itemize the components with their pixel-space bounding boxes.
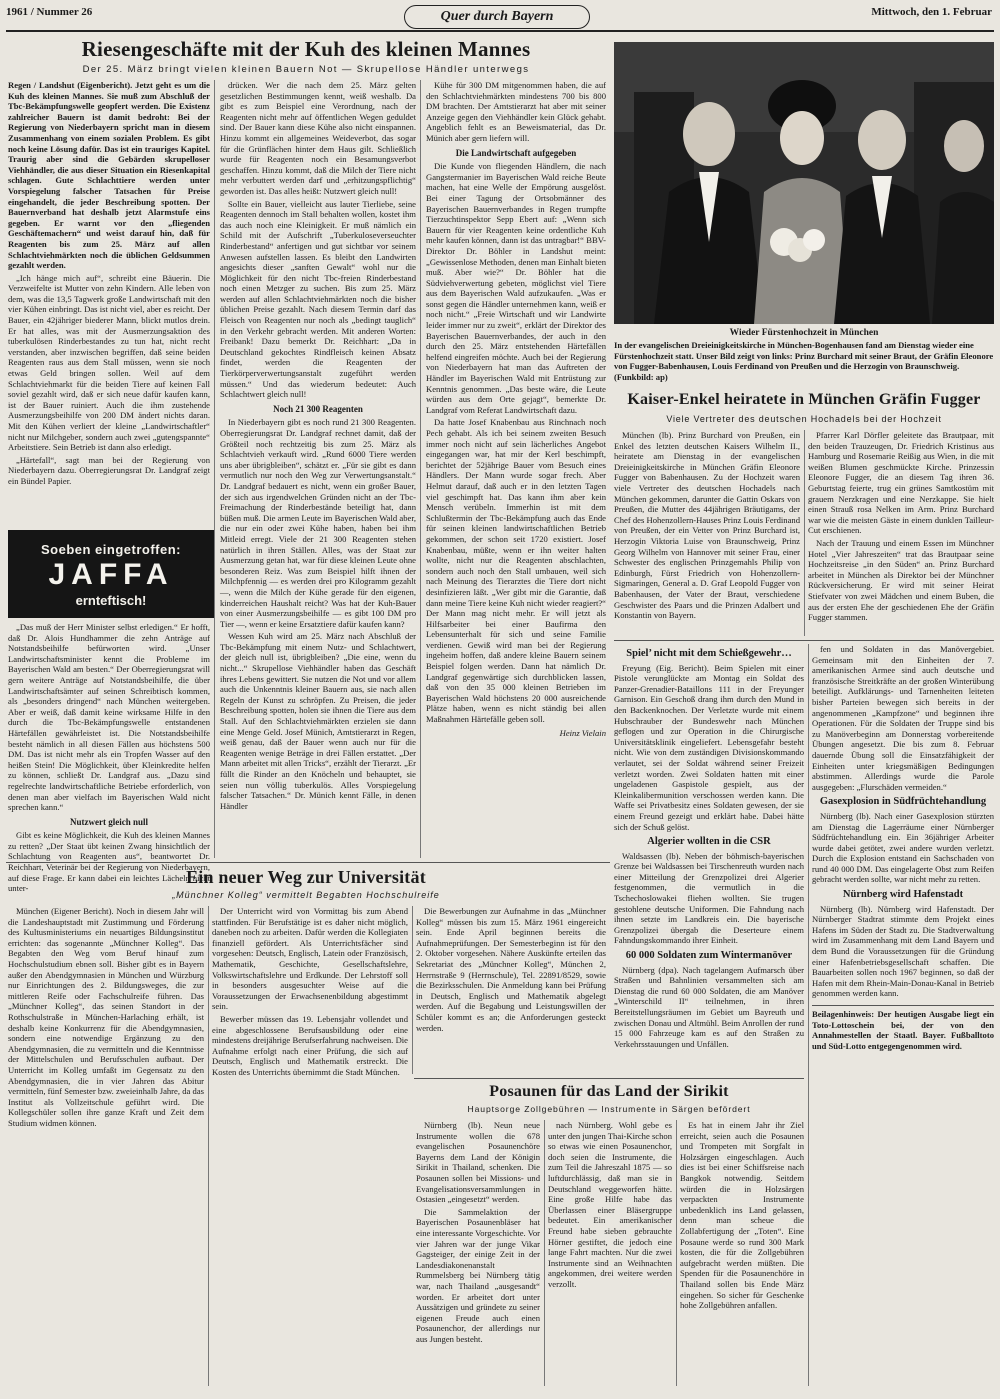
kuh-paragraph: Kühe für 300 DM mitgenommen haben, die auf den Schlachtviehmärkten mindestens 700 bis 800 DM brachten. Der Amtstierarzt hat aber mit seiner Anzeige gegen den Viehhändler kein Glück gehabt. Angeblich fehlt es an Beweismaterial, das Dr. Münich aber gern liefern will. xyxy=(426,80,606,143)
news-paragraph: Nürnberg (dpa). Nach tagelangem Aufmarsch über Straßen und Bahnlinien versammelten sich am Dienstag die rund 60 000 Soldaten, die am Manöver „Winterschild II“ teilnehmen, in ihren Bereitstellungsräumen im Gebiet um Bayreuth und zwischen Donau und Altmühl. Beim Anrollen der rund 15 000 Fahrzeuge kam es auf den Straßen zu Verkehrsstauungen und Unfällen. xyxy=(614,964,804,1049)
wedding-photo-image xyxy=(614,42,994,324)
column-divider xyxy=(420,80,421,858)
subhead-hafen: Nürnberg wird Hafenstadt xyxy=(842,889,964,901)
subhead-csr: Algerier wollten in die CSR xyxy=(647,836,771,848)
news-paragraph: fen und Soldaten in das Manövergebiet. Gemeinsam mit den Einheiten der 7. amerikanischen Armee sind auch deutsche und französische Streitkräfte an der großen Winterübung beteiligt. Aufklärungs- und Tarnenheiten leiteten bisher Parteien bewegen sich bereits in der angenommenen „Kampfzone“ und beginnen ihre Operationen. Für die Soldaten der Truppe sind bis zu Manöverbeginn am Donnerstag vorbereitende Übungen angesetzt. Die bis zum 8. Februar dauernde Übung soll die Einsatzfähigkeit der Einheiten unter kriegsmäßigen Bedingungen abstimmen. Allerdings wurde die Parole ausgegeben: „Flurschäden vermeiden.“ xyxy=(812,644,994,792)
sirikit-column-1 xyxy=(416,1120,540,1386)
column-divider xyxy=(412,906,413,1074)
fugger-headline: Kaiser-Enkel heiratete in München Gräfin Fugger xyxy=(627,391,981,408)
kuh-subline: Der 25. März bringt vielen kleinen Bauern Not — Skrupellose Händler unterwegs xyxy=(82,64,530,75)
sirikit-headline: Posaunen für das Land der Sirikit xyxy=(489,1083,729,1100)
subhead-nutzwert: Nutzwert gleich null xyxy=(70,816,148,827)
kuh-column-1b xyxy=(8,622,210,894)
uni-paragraph: Die Bewerbungen zur Aufnahme in das „Münchner Kolleg“ müssen bis zum 15. März 1961 eingereicht sein. Ende April beginnen bereits die Aufnahmeprüfungen. Der Semesterbeginn ist für den 2. Oktober vorgesehen. Nähere Auskünfte erteilen das Sekretariat des „Münchner Kolleg“, München 2, Herrnstraße 9 (Herrnschule), Tel. 22891/8529, sowie die Bezirksschulen. Die Anmeldung kann bei Prüfung in Deutsch, Englisch und Mathematik abgelegt werden. Auf die Begabung und Leistungswillen der Schüler kommt es an; die Anforderungen gesteckt werden. xyxy=(416,906,606,1033)
kuh-lead xyxy=(8,80,210,271)
ad-line-1: Soeben eingetroffen: xyxy=(40,542,181,557)
fugger-paragraph: Pfarrer Karl Dörfler geleitete das Brautpaar, mit den beiden Trauzeugen, Dr. Friedrich Kristinus aus Hamburg und Rosemarie Reißig aus Wien, in die mit weißen Blumen geschmückte Kirche. Prinzessin Eleonore Fugger, die an diesem Tag ihren 36. Geburtstag feierte, trug ein grünes Samtkostüm mit grauem Nerzkragen und eine Nerzkappe. Sie hielt einen Strauß rosa Nelken im Arm. Prinz Burchard war wie die meisten Gäste in einem dunklen Tailleur-Cut erschienen. xyxy=(808,430,994,536)
fugger-column-1 xyxy=(614,430,800,636)
column-divider xyxy=(808,644,809,1386)
kuh-paragraph: In Niederbayern gibt es noch rund 21 300 Reagenten. Oberregierungsrat Dr. Landgraf rechnet damit, daß der Größteil noch rechtzeitig bis zum 25. März als Schlachtvieh verkauft wird. „Rund 6000 Tiere werden uns aber übrigbleiben“, schätzt er. „Für sie gibt es dann vermutlich nur noch den Weg zur Verwertungsanstalt.“ Dr. Landgraf bedauert es nicht, wenn ein großer Bauer, der sich aus irgendwelchen Gründen nicht an der Tbc-Freimachung der Rinderbestände beteiligt hat, dann büßen muß. Die armen Leute im Bayerischen Wald aber, die nur ein oder zwei Kühe haben, haben bei ihm Mitleid erregt. Viele der 21 300 Reagenten stehen natürlich in ihren Ställen. Alles, was der Staat zur Ausmerzung getan hat, war für diese kleinen Leute ohne besonderen Reiz. Was zum Beispiel hilft ihnen der Milchpfennig — es werden drei pro Kilogramm gezahlt —, wenn die Milch der Kühe gerade für den eigenen, kinderreichen Haushalt reicht? Was hat der Kuh-Bauer von einer Ausmerzungsbeihilfe — es gibt 100 DM pro Tier —, wenn er keine Ersatztiere dafür kaufen kann? xyxy=(220,417,416,629)
sirikit-subline: Hauptsorge Zollgebühren — Instrumente in Särgen befördert xyxy=(467,1104,751,1114)
kuh-paragraph: drücken. Wer die nach dem 25. März gelten gesetzlichen Bestimmungen kennt, weiß weshalb. Da gibt es zum Beispiel eine Verordnung, nach der Reagenten nicht mehr auf öffentlichen Wegen geduldet sind. Der Bauer kann diese Kühe also nicht einspannen. Hinzu kommt ein allgemeines Weideverbot, das sogar für die Grünflächen hinter dem Haus gilt. Schließlich wurde für Reagenten noch ein Besamungsverbot geschaffen. Hinzu kommt, daß die Milch der Tiere nicht mehr verbuttert werden darf und „erhitzungspflichtig“ geworden ist. Das alles heißt: Nutzwert gleich null! xyxy=(220,80,416,196)
subhead-21300: Noch 21 300 Reagenten xyxy=(273,403,363,414)
uni-paragraph: München (Eigener Bericht). Noch in diesem Jahr will die Landeshauptstadt mit Zustimmung und Förderung des Kultusministeriums ein neuartiges Bildungsinstitut errichten: das sogenannte „Münchner Kolleg“. Das Begabten den Weg vom Beruf hinauf zum Hochschulstudium ebnen soll. Bisher gibt es in Bayern außer den Abendgymnasien in München und Würzburg nur Einrichtungen des 2. Bildungsweges, die zur mittleren Reife oder Fachschulreife führen. Das „Münchner Kolleg“, das seinen Standort in der Rothschulstraße in München-Harlaching erhält, ist deshalb keine Konkurrenz für die Abendgymnasien, sondern eine notwendige Ergänzung zu den Abendgymnasien, die zu vermitteln und die Kenntnisse der Mittelschulen und Berufsschulen aufbaut. Der Unterricht im Kolleg umfaßt im Gegensatz zu den Abendgymnasien, die in vier Jahren das Abitur vermitteln, fünf Semester bzw. zweieinhalb Jahre, da das Institut als Vollzeitschule geführt wird. Die Kollegschüler sollen ihre ganze Kraft und Zeit dem Studium widmen können. xyxy=(8,906,204,1128)
ad-brand: JAFFA xyxy=(48,558,174,591)
fugger-subline: Viele Vertreter des deutschen Hochadels bei der Hochzeit xyxy=(666,414,942,424)
sirikit-paragraph: nach Nürnberg. Wohl gebe es unter den jungen Thai-Kirche schon so etwas wie einen Posaunenchor, doch seien die Instrumente, die zum Teil die Jahreszahl 1875 — so luftdurchlässig, daß man sie in Deutschland weggeworfen hätte. Eine große Hilfe habe das Überlassen einer Bläsergruppe bedeutet. Ein amerikanischer Freund habe sieben gebrauchte Hörner gestiftet, die jedoch eine lange Fahrt machten. Nur die zwei Instrumente sind an Weihnachten angekommen, drei weitere werden verzollt. xyxy=(548,1120,672,1289)
masthead xyxy=(0,0,1000,34)
kuh-paragraph: Sollte ein Bauer, vielleicht aus lauter Tierliebe, seine Reagenten dennoch im Stall behalten wollen, kostet ihm das auch noch eine Kleinigkeit. Er muß nämlich ein Schild mit der Aufschrift „Tuberkuloseverseuchter Rinderbestand“ anfertigen und gut sichtbar vor seinem Anwesen aufstellen lassen. Es bleibt den Landwirten angesichts dieser „sanften Gewalt“ wohl nur die Möglichkeit für den nicht Tbc-freien Rinderbestand noch einen Metzger zu suchen. Bis zum 25. März werden auf allen Schlachtviehmärkten noch die bisher üblichen Preise gezahlt. Nach diesem Termin darf das Fleisch von Reagenten nur noch als „bedingt tauglich“ in den Verkehr gebracht werden. Mit anderen Worten: Freibank! Dazu bemerkt Dr. Reichhart: „Da in Deutschland gekochtes Rindfleisch keinen Absatz findet, werden die Reagenten der Tierkörperverwertungsanstalt zugeführt werden müssen.“ Und das wiederum bedeutet: Auch Schlachtwert gleich null! xyxy=(220,198,416,400)
kuh-paragraph: „Ich hänge mich auf“, schreibt eine Bäuerin. Die Verzweifelte ist Mutter von zehn Kindern. Alle leben von dem, was die 13,5 Tagwerk große Landwirtschaft mit den vier Kühen einbringt. Das ist nicht viel, aber es reicht. Der Bauer, ein 42jähriger biederer Mann, blickt mutlos drein. Er hat alles, was mit der Ausmerzungsaktion des tuberkulösen Rinderbestandes zu tun hat, nicht recht verstanden, aber inzwischen begriffen, daß seine beiden Reagenten raus aus dem Stall müssen, wenn sie noch etwas Geld bringen sollen. Weil auf dem Schlachtviehmarkt für die beiden Tiere auf keinen Fall soviel gezahlt wird, daß er sich neue dafür kaufen kann, ist der Bauer ruiniert. Auch die ihm zustehende Ausmerzungsbeihilfe von 200 DM ändert nichts daran. Mit den Kühen verliert der kleine „Landwirtschaftler“ nicht nur Milchgeber, sondern auch zwei „gutengspannte“ Arbeitstiere. Sein Betrieb ist dann also erledigt. xyxy=(8,272,210,453)
uni-subline: „Münchner Kolleg“ vermittelt Begabten Hochschulreife xyxy=(172,890,440,900)
caption-body: In der evangelischen Dreieinigkeitskirche in München-Bogenhausen fand am Dienstag wieder eine Fürstenhochzeit statt. Unser Bild zeigt von links: Prinz Burchard mit seiner Braut, der Gräfin Eleonore von Fugger-Babenhausen, Louis Ferdinand von Preußen und die Herzogin von Braunschweig. xyxy=(614,340,994,372)
fugger-paragraph: Nach der Trauung und einem Essen im Münchner Hotel „Vier Jahreszeiten“ trat das Brautpaar seine Hochzeitsreise „in den Süden“ an. Prinz Burchard arbeitet in München als Direktor bei der Münchner Rückversicherung. Er wird mit seiner Heirat Stiefvater von zwei Mädchen und einem Buben, die aus der ersten Ehe der geschiedenen Ehe der Gräfin Fugger stammen. xyxy=(808,537,994,623)
beilage-note: Beilagenhinweis: Der heutigen Ausgabe liegt ein Toto-Lottoschein bei, der von den Annahmestellen der Staatl. Bayer. Fußballtoto und Süd-Lotto entgegengenommen wird. xyxy=(812,1005,994,1051)
news-paragraph: Nürnberg (lb). Nach einer Gasexplosion stürzten am Dienstag die Lagerräume einer Nürnberger Südfrüchtehandlung ein. Ein 36jähriger Arbeiter wurde dabei getötet, zwei andere wurden verletzt. Durch die Explosion entstand ein Sachschaden von rund 40 000 DM. Das eingelagerte Obst zum Reifen gebracht werden sollte, war nicht mehr zu retten. xyxy=(812,810,994,885)
column-divider xyxy=(208,906,209,1386)
ad-line-3: ernteftisch! xyxy=(75,593,147,608)
uni-column-3 xyxy=(416,906,606,1074)
news-column-2 xyxy=(812,644,994,1386)
column-divider xyxy=(676,1120,677,1386)
subhead-spiel: Spiel’ nicht mit dem Schießgewehr… xyxy=(626,648,792,659)
caption-title: Wieder Fürstenhochzeit in München xyxy=(729,328,879,338)
uni-column-2 xyxy=(212,906,408,1386)
caption-text xyxy=(614,340,994,382)
kuh-paragraph: „Härtefall“, sagt man bei der Regierung von Niederbayern dazu. Oberregierungsrat Dr. Landgraf zeigt ein Bündel Papier. xyxy=(8,454,210,486)
subhead-winter: 60 000 Soldaten zum Wintermanöver xyxy=(625,950,793,962)
kuh-dateline: Regen / Landshut xyxy=(8,80,75,90)
section-title: Quer durch Bayern xyxy=(404,5,590,29)
news-paragraph: Freyung (Eig. Bericht). Beim Spielen mit einer Pistole verunglückte am Montag ein Soldat des Panzer-Grenadier-Bataillons 111 in der Freyunger Garnison. Ein Geschoß drang ihm durch den Mund in den Backenknochen. Der Verletzte wurde mit einem Hubschrauber der Bundeswehr nach München geflogen und zur Operation in die Chirurgische Universitätsklinik eingeliefert. Lebensgefahr besteht nicht. Wie von dem zuständigen Divisionskommando verlautet, sei der Soldat während seiner Freizeit verletzt worden. Zwei Soldaten hatten mit einer ungeladenen Gaspistole gespielt, aus der Kleinkalibermunition verschossen werden kann. Die Waffe sei Privatbesitz eines Soldaten gewesen, der sie einem Freund gezeigt und erklärt habe. Dabei hätte sich der Schuß gelöst. xyxy=(614,662,804,832)
issue-date: Mittwoch, den 1. Februar xyxy=(871,6,992,18)
kuh-author: Heinz Vielain xyxy=(559,728,606,738)
sirikit-paragraph: Es hat in einem Jahr ihr Ziel erreicht, seien auch die Posaunen und Trompeten mit Sorgfalt in Holzsärgen eingeschlagen. Auch dies ist bei einer Schiffsreise nach Bangkok notwendig. Seitdem würden die in Holzsärgen verpackten Instrumente unbedenklich ins Land gelassen, denn man scheue die Zollabfertigung der „Toten“. Eine Posaune werde so rund 300 Mark kosten, die für die Zollgebühren aufgebracht werden müßten. Die Spenden für die Posaunenchöre in Thailand sollen bis Ende März eingehen. So sicher für Geschenke hohe Zollgebühren anfallen. xyxy=(680,1120,804,1311)
jaffa-advertisement xyxy=(8,530,214,618)
uni-paragraph: Der Unterricht wird von Vormittag bis zum Abend stattfinden. Für Berufstätige ist es daher nicht möglich, daneben noch zu arbeiten. Dafür werden die Kollegiaten finanziell gefördert. Als Unterrichtsfächer sind vorgesehen: Deutsch, Englisch, Latein oder Französisch, Mathematik, Geschichte, Gesellschaftslehre, Volkswirtschaftslehre und Erdkunde. Der Lehrstoff soll in besonders ausgesuchter Weise auf die Voraussetzungen der Erwachsenenbildung abgestimmt sein. xyxy=(212,906,408,1012)
kuh-headline: Riesengeschäfte mit der Kuh des kleinen Mannes xyxy=(81,37,531,61)
kuh-paragraph: „Das muß der Herr Minister selbst erledigen.“ Er hofft, daß Dr. Alois Hundhammer die zehn Anträge auf Notstandsbeihilfe befürworten wird. „Unser Landwirtschaftsminister kennt die Probleme im Bayerischen Wald am besten.“ Der Oberregierungsrat will gern weitere Anträge auf Notstandsbeihilfe, die über Landwirtschaftsämter auf seinen Schreibtisch kommen, als „besonders dringend“ nach München weitergeben. Aber er weiß, daß damit keine wirksame Hilfe in den durch die Tbc-Bekämpfungswelle entstandenen Härtefällen gewährleistet ist. Die Notstandsbeihilfe besteht nämlich in all diesen Fällen aus höchstens 500 DM. Das ist nicht mehr als ein Tropfen Wasser auf den heißen Stein! Die Möglichkeit, über Kleinkredite helfen zu können, schließt Dr. Landgraf aus. „Dazu sind regelrechte landwirtschaftliche Betriebe erforderlich, von denen man aber vielfach im Bayerischen Wald nicht sprechen kann.“ xyxy=(8,622,210,813)
kuh-paragraph: Gibt es keine Möglichkeit, die Kuh des kleinen Mannes zu retten? „Der Staat übt keinen Zwang hinsichtlich der Schlachtung von Reagenten aus“, beantwortet Dr. Reichhart, Veterinär bei der Regierung von Niederbayern, auf diese Frage. Er kann dabei ein leichtes Lächeln nicht unter- xyxy=(8,830,210,894)
kuh-lead-text: (Eigenbericht). Jetzt geht es um die Kuh des kleinen Mannes. Sie muß zum Abschluß der Tbc-Bekämpfungswelle geopfert werden. Die Existenz zahlreicher Bauern ist damit bedroht: Bei der Regierung von Niederbayern spricht man in diesem Zusammenhang von einem sozialen Problem. Es gibt noch keine Lösung dafür. Das ist ein trauriges Kapitel. Traurig aber sind die Gebärden skrupelloser Viehhändler, die aus dieser Situation ein Riesenkapital schlagen. Gute Schlachttiere werden unter Vorspiegelung falscher Tatsachen für Preise eingehandelt, die jeder Beschreibung spotten. Der Bauernverband hat deshalb jetzt Alarmstufe eins gegeben. Er warnt vor den „fliegenden Geschäftemachern“ und weist darauf hin, daß für Reagenten bis zum 25. März auf allen Schlachtviehmärkten noch die üblichen Geldsummen gezahlt werden. xyxy=(8,80,210,271)
column-divider xyxy=(544,1120,545,1386)
column-divider xyxy=(214,80,215,858)
sirikit-paragraph: Die Sammelaktion der Bayerischen Posaunenbläser hat eine interessante Vorgeschichte. Vor vier Jahren war der junge Vikar Gagsteiger, der einige Zeit in der Landesdiakonenanstalt Rummelsberg bei Nürnberg tätig war, nach Thailand „ausgesandt“ worden. Er arbeitet dort unter Aussätzigen und gründete zu seiner eigenen Freude auch einen Posaunenchor, der allerdings nur aus Jungen besteht. xyxy=(416,1206,540,1344)
fugger-paragraph: München (lb). Prinz Burchard von Preußen, ein Enkel des letzten deutschen Kaisers Wilhelm II., heiratete am Dienstag in der evangelischen Dreieinigkeitskirche in München Gräfin Eleonore Fugger von Babenhausen. Zu der Hochzeit waren viele Vertreter des deutschen Hochadels nach München gekommen, darunter die Gattin Oskars von Preußen, die Mutter des 44jährigen Bräutigams, der Chef des Hohenzollern-Hauses Prinz Louis Ferdinand von Preußen, der ein Vetter von Prinz Burchard ist, Herzogin Viktoria Luise von Braunschweig, Prinz Georg Wilhelm von Hannover mit seiner Frau, einer Schwester des englischen Prinzgemahls Philip von Edinburgh, Fürst Friedrich von Hohenzollern-Sigmaringen, General a. D. Graf Leopold Fugger von Babenhausen, der Vater der Braut, verschiedene Geschwister des Paars und die Prinzen Adalbert und Konstantin von Bayern. xyxy=(614,430,800,621)
kuh-column-3 xyxy=(426,80,606,728)
kuh-paragraph: Wessen Kuh wird am 25. März nach Abschluß der Tbc-Bekämpfung mit einem Nutz- und Schlachtwert, der gleich null ist, übrigbleiben? „Die eine, wenn du nicht...“ Skrupellose Viehhändler haben das Geschäft ihres Lebens gewittert. Sie nutzen die Not und vor allem auch die Unkenntnis kleiner Bauern aus, sie nach allen Regeln der Kunst zu schröpfen. Zu Preisen, die jeder Beschreibung spotten, holen sie ihnen die Tiere aus dem Stall. Auf den Schlachtviehmärkten erzielen sie dann eine Menge Geld. Josef Münich, Amtstierarzt in Regen, weiß genau, daß der Bauer wenn auch nur für die Reagenten wenige Beträge in drei Fällen erstattet. „Der Mann arbeitet mit allen Tricks“, erzählt der Tierarzt. „Er füllt die Rinder an den Knöcheln und behauptet, sie seien nun völlig tuberkulös. Alles Vorspiegelung falscher Tatsachen.“ Dr. Münich kennt Fälle, in denen Händler xyxy=(220,631,416,811)
news-paragraph: Nürnberg (lb). Nürnberg wird Hafenstadt. Der Nürnberger Stadtrat stimmte dem Projekt eines Hafens im Süden der Stadt zu. Die Stadtverwaltung wird im Zusammenhang mit dem Land Bayern und dem Bund die Voraussetzungen für die Gründung einer Hafenbetriebsgesellschaft schaffen. Die Bauarbeiten sollen noch 1967 beginnen, so daß der Hafen mit dem Rhein-Main-Donau-Kanal in Betrieb genommen werden kann. xyxy=(812,903,994,999)
subhead-landwirtschaft: Die Landwirtschaft aufgegeben xyxy=(455,147,577,158)
section-rule xyxy=(614,640,994,641)
sirikit-column-2 xyxy=(548,1120,672,1386)
news-column-1 xyxy=(614,644,804,1049)
section-rule xyxy=(6,862,610,863)
kuh-column-1 xyxy=(8,80,210,526)
photo-credit: (Funkbild: ap) xyxy=(614,371,668,382)
subhead-gas: Gasexplosion in Südfrüchtehandlung xyxy=(819,796,987,808)
uni-paragraph: Bewerber müssen das 19. Lebensjahr vollendet und eine abgeschlossene Berufsausbildung oder eine mindestens dreijährige Berufserfahrung nachweisen. Die Aufnahme erfolgt nach einer Prüfung, die sich auf Deutsch, Englisch und Mathematik erstreckt. Die Kosten des Unterrichts übernimmt die Stadt München. xyxy=(212,1013,408,1077)
uni-headline: Ein neuer Weg zur Universität xyxy=(186,867,426,887)
masthead-rule xyxy=(6,30,994,32)
sirikit-paragraph: Nürnberg (lb). Neun neue Instrumente wollen die 678 evangelischen Posaunenchöre Bayerns dem Land der Königin Sirikit in Thailand, schenken. Die Posaunen sollen bei Missions- und Evangelisationsversammlungen in Ostasien „eingesetzt“ werden. xyxy=(416,1120,540,1205)
news-paragraph: Waldsassen (lb). Neben der böhmisch-bayerischen Grenze bei Waldsassen bei Tirschenreuth wurden nach einer Mitteilung der Grenzpolizei drei Algerier festgenommen, die vermutlich in die Tschechoslowakei fliehen wollten. Sie trugen gestohlene deutsche Uniformen. Die Fahndung nach ihnen setzte im Landkreis ein. Die bayerische Grenzpolizei übergab die Deserteure einem Fahndungskommando ihrer Einheit. xyxy=(614,850,804,946)
wedding-photo xyxy=(614,42,994,324)
kuh-paragraph: Die Kunde von fliegenden Händlern, die nach Gangstermanier im Bayerischen Wald reiche Beute machen, hat eine Welle der Empörung ausgelöst. Bei einer Tagung der Ortsobmänner des Bayerischen Bauernverbandes in Regen trumpfte Tierzuchtinspektor Sepp Ebert auf: „Wenn sich Bauern für vier Reagenten keine ordentliche Kuh mehr kaufen können, dann ist das untragbar!“ BBV-Direktor Dr. Böhler in Landshut meint: „Gewissenlose Methoden, denen man Einhalt bieten muß. Aber wie?“ Dr. Böhler hat die Südviehverwertung gebeten, möglichst viel Tiere aus dem Bayerischen Wald aufzukaufen. „Was er sonst gegen die Händler unternehmen kann, weiß er noch nicht.“ „Freie Wirtschaft und wir Landwirte leider immer nur zu zweit“, erklärt der Direktor des Bayerischen Bauernverbandes, der auch in den durch den 25. März entstehenden Härtefällen helfend eingreifen möchte. Auch bei der Regierung von Niederbayern hat man das Auftreten der Händler im Bayerischen Wald mit Entrüstung zur Kenntnis genommen. „Das beste wäre, die Leute würden aus dem Orte gejagt“, bemerkte Dr. Landgraf vom Referat Landwirtschaft dazu. xyxy=(426,161,606,415)
uni-column-1 xyxy=(8,906,204,1386)
section-rule xyxy=(414,1078,804,1079)
issue-number: 1961 / Nummer 26 xyxy=(6,6,93,18)
column-divider xyxy=(804,430,805,636)
kuh-column-2 xyxy=(220,80,416,858)
kuh-paragraph: Da hatte Josef Knabenbau aus Rinchnach noch Pech gehabt. Als ich bei seinem zweiten Besuch immer noch nicht auf sein lächerliches Angebot eingegangen war, hat mir der Kerl beschimpft, berichtet der 52jährige Bauer vom Besuch eines Händlers. Der Mann wurde sogar frech. Aber Helmut darauf, daß auch er in den letzten Tagen viel geschimpft hat. Das kann ihm aber kein Mensch verübeln. Immerhin ist mit dem Schlußtermin der Tbc-Bekämpfung auch das Ende für seinen kleinen landwirtschaftlichen Betrieb gekommen, der schon seit 1720 existiert. Josef Knabenbau, müßte, wenn er ihn weiter halten wollte, nicht nur die Reagenten abschlachten, sondern auch noch den Stall umbauen, weil sich nach Meinung des Tierarztes die Tiere dort nicht desinfizieren läßt. „Wer gibt mir die Garantie, daß dann meine Tiere keine Kuh nicht wieder reagiert?“ Der Mann mag nicht mehr. Er will jetzt als Hilfsarbeiter bei einer Baufirma den Lebensunterhalt für sich und seine Familie verdienen. Gewiß wird man bei der Regierung ingeheim hoffen, daß andere kleine Bauern seinem Beispiel folgen werden. Dann hat nämlich Dr. Landgraf gegenwärtige sich durchblicken lassen, daß von den 35 000 kleinen Betrieben im Bayerischen Wald höchstens 20 000 ausreichende Plätze haben, wenn es nicht ständig bei allen Maßnahmen Härtefälle geben soll. xyxy=(426,417,606,725)
fugger-column-2 xyxy=(808,430,994,636)
sirikit-column-3 xyxy=(680,1120,804,1386)
photo-caption xyxy=(614,328,994,382)
